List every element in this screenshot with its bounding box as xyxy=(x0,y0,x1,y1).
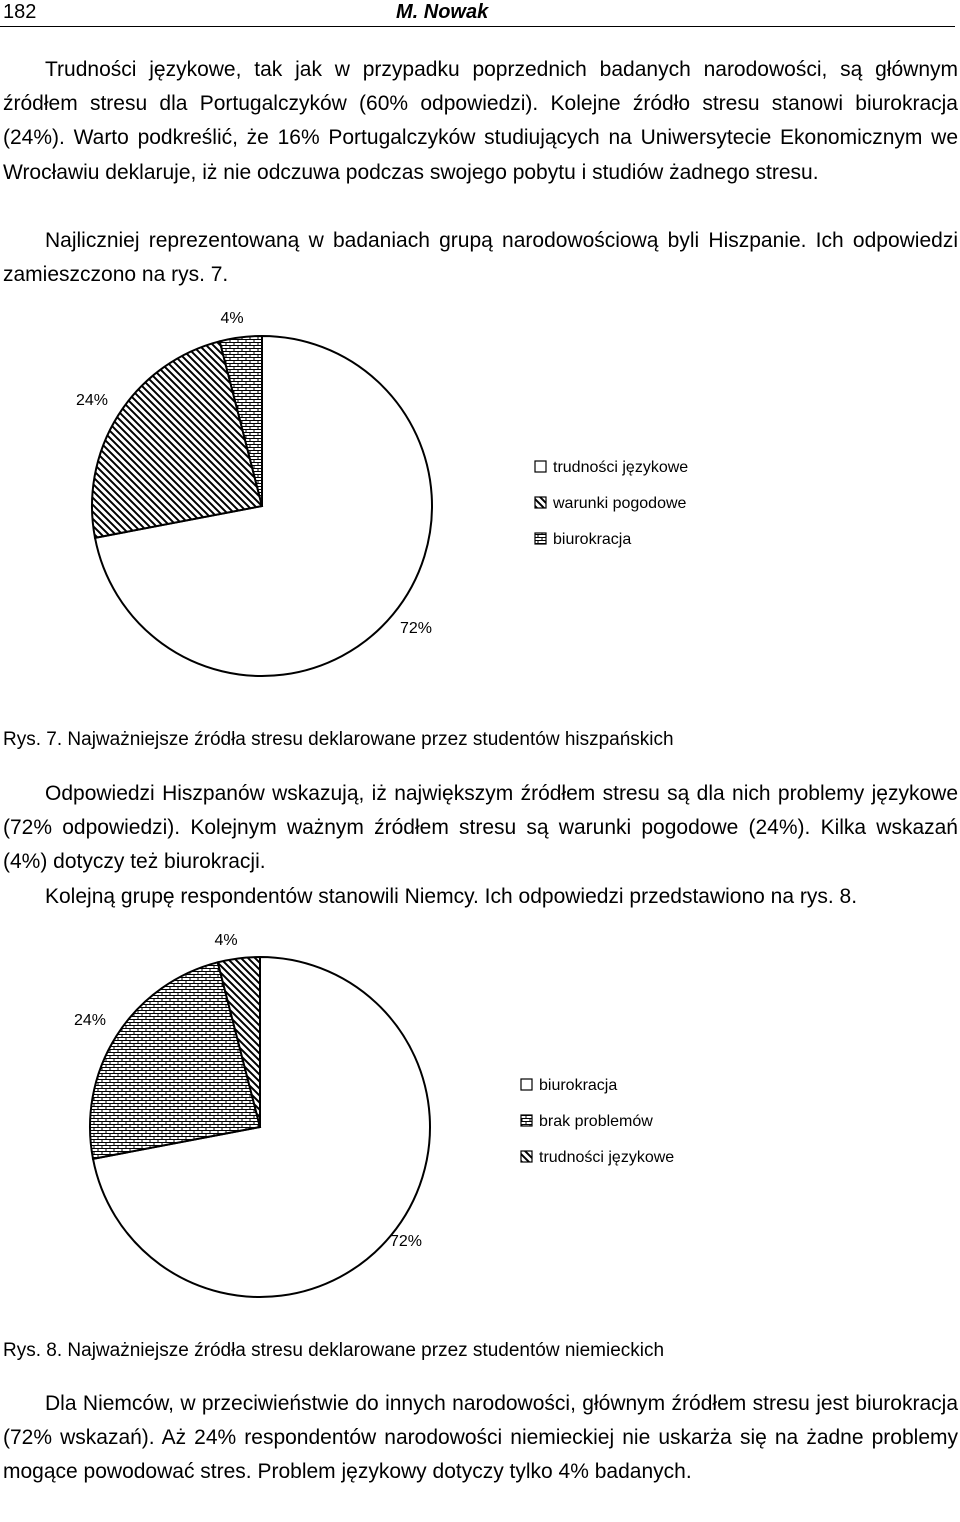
slice-label-1: 72% xyxy=(389,1233,423,1250)
slice-label-3: 4% xyxy=(214,932,238,949)
legend-swatch-1 xyxy=(521,1079,532,1090)
running-author: M. Nowak xyxy=(396,1,489,23)
legend-swatch-1 xyxy=(535,461,546,472)
legend-swatch-3 xyxy=(535,533,546,544)
slice-label-2: 24% xyxy=(75,392,109,409)
slice-label-2: 24% xyxy=(73,1012,107,1029)
paragraph-5: Dla Niemców, w przeciwieństwie do innych narodowości, głównym źródłem stresu jest biurokracja (72% wskazań). Aż 24% respondentów narodowości niemieckiej nie uskarża się na żadne problemy mogące powodować stres. Problem językowy dotyczy tylko 4% badanych. xyxy=(3,1392,958,1484)
paragraph-2: Najliczniej reprezentowaną w badaniach grupą narodowościową byli Hiszpanie. Ich odpowiedzi zamieszczono na rys. 7. xyxy=(3,229,958,287)
paragraph-3: Odpowiedzi Hiszpanów wskazują, iż największym źródłem stresu są dla nich problemy językowe (72% odpowiedzi). Kolejnym ważnym źródłem stresu są warunki pogodowe (24%). Kilka wskazań (4%) dotyczy też biurokracji. xyxy=(3,782,958,874)
legend-label-2: brak problemów xyxy=(539,1113,653,1130)
page-number: 182 xyxy=(3,1,37,23)
legend-swatch-2 xyxy=(521,1115,532,1126)
paragraph-1: Trudności językowe, tak jak w przypadku poprzednich badanych narodowości, są głównym źródłem stresu dla Portugalczyków (60% odpowiedzi). Kolejne źródło stresu stanowi biurokracja (24%). Warto podkreślić, że 16% Portugalczyków studiujących na Uniwersytecie Ekonomicznym we Wrocławiu deklaruje, iż nie odczuwa podczas swojego pobytu i studiów żadnego stresu. xyxy=(3,58,958,184)
legend-label-2: warunki pogodowe xyxy=(553,495,687,512)
paragraph-4: Kolejną grupę respondentów stanowili Niemcy. Ich odpowiedzi przedstawiono na rys. 8. xyxy=(45,885,858,908)
legend-label-1: biurokracja xyxy=(539,1077,618,1094)
caption-fig8: Rys. 8. Najważniejsze źródła stresu deklarowane przez studentów niemieckich xyxy=(3,1340,665,1361)
legend-label-3: biurokracja xyxy=(553,531,632,548)
page-header xyxy=(0,0,955,27)
pie-chart-fig7 xyxy=(0,300,960,720)
slice-label-1: 72% xyxy=(399,620,433,637)
slice-label-3: 4% xyxy=(220,310,244,327)
legend-swatch-2 xyxy=(535,497,546,508)
legend-label-1: trudności językowe xyxy=(553,459,689,476)
pie-chart-fig8 xyxy=(0,920,960,1340)
legend-label-3: trudności językowe xyxy=(539,1149,675,1166)
caption-fig7: Rys. 7. Najważniejsze źródła stresu deklarowane przez studentów hiszpańskich xyxy=(3,729,674,750)
legend-swatch-3 xyxy=(521,1151,532,1162)
